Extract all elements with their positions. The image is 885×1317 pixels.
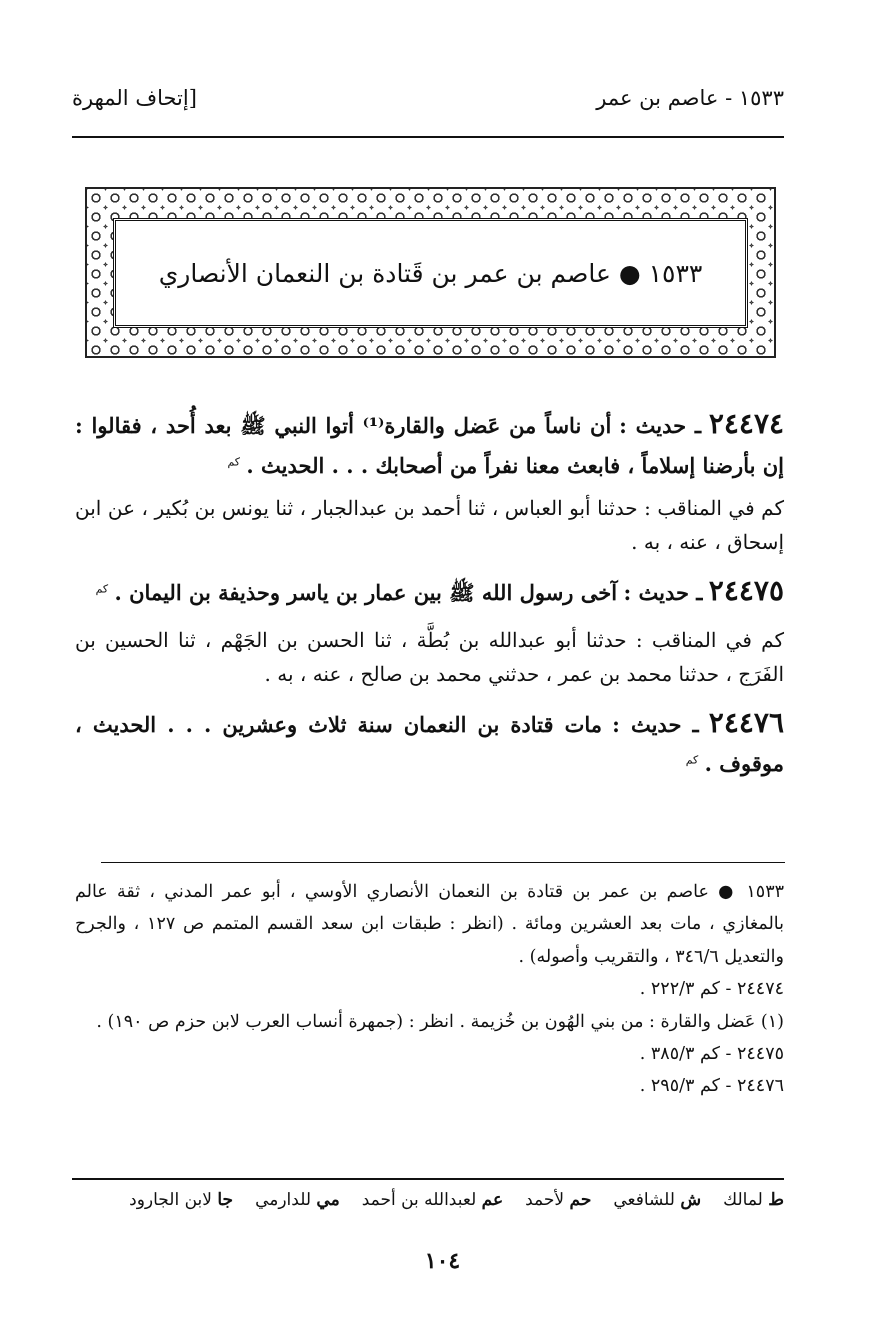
hadith-label: ـ حديث :	[619, 413, 702, 438]
hadith-entry	[75, 699, 784, 782]
hadith-text: أن ناساً من عَضل والقارة⁽¹⁾ أتوا النبي ﷺ بعد أُحد ، فقالوا : إن بأرضنا إسلاماً ، فابعث معنا نفراً من أصحابك . . . الحديث .	[75, 413, 784, 478]
footnotes	[75, 876, 784, 1103]
legend-rule	[72, 1178, 784, 1180]
legend-item: جا لابن الجارود	[129, 1190, 234, 1210]
hadith-number: ٢٤٤٧٤	[708, 407, 785, 440]
entry-heading: ١٥٣٣ ● عاصم بن عمر بن قَتادة بن النعمان الأنصاري	[158, 258, 703, 288]
running-title-right: ١٥٣٣ - عاصم بن عمر	[596, 86, 784, 110]
hadith-label: ـ حديث :	[612, 711, 699, 737]
hadith-entry	[75, 567, 784, 615]
hadith-number: ٢٤٤٧٦	[708, 705, 784, 739]
main-text	[75, 400, 784, 790]
running-title-left: [إتحاف المهرة	[72, 86, 197, 110]
entry-heading-box	[113, 218, 748, 328]
source-mark: كم	[685, 753, 699, 767]
legend-item: ط لمالك	[723, 1190, 784, 1210]
footnote: ٢٤٤٧٦ - كم ٢٩٥/٣ .	[639, 1076, 784, 1097]
legend-item: مي للدارمي	[255, 1190, 340, 1210]
hadith-entry	[75, 400, 784, 483]
header-rule	[72, 136, 784, 138]
footnote: (١) عَضل والقارة : من بني الهُون بن خُزيمة . انظر : (جمهرة أنساب العرب لابن حزم ص ١٩٠) .	[96, 1011, 784, 1032]
hadith-text: مات قتادة بن النعمان سنة ثلاث وعشرين . . . الحديث ، موقوف .	[75, 711, 784, 777]
legend-item: عم لعبدالله بن أحمد	[361, 1190, 504, 1210]
legend-item: حم لأحمد	[525, 1190, 592, 1210]
narration-chain: كم في المناقب : حدثنا أبو العباس ، ثنا أحمد بن عبدالجبار ، ثنا يونس بن بُكير ، عن ابن إسحاق ، عنه ، به .	[75, 496, 784, 555]
footnote-rule	[101, 862, 785, 863]
source-mark: كم	[95, 582, 109, 596]
footnote: ١٥٣٣ ● عاصم بن عمر بن قتادة بن النعمان الأنصاري الأوسي ، أبو عمر المدني ، ثقة عالم بالمغازي ، مات بعد العشرين ومائة . (انظر : طبقات ابن سعد القسم المتمم ص ١٢٧ ، والجرح والتعديل ٣٤٦/٦ ، والتقريب وأصوله) .	[75, 882, 784, 967]
abbreviation-legend	[72, 1190, 784, 1210]
running-header	[72, 86, 784, 122]
hadith-number: ٢٤٤٧٥	[708, 574, 784, 608]
footnote: ٢٤٤٧٥ - كم ٣٨٥/٣ .	[639, 1043, 784, 1064]
hadith-text: آخى رسول الله ﷺ بين عمار بن ياسر وحذيفة بن اليمان .	[114, 580, 618, 606]
source-mark: كم	[227, 454, 241, 468]
narration-chain: كم في المناقب : حدثنا أبو عبدالله بن بُطَّة ، ثنا الحسن بن الجَهْم ، ثنا الحسين بن الفَرَج ، حدثنا محمد بن عمر ، حدثني محمد بن صالح ، عنه ، به .	[75, 627, 784, 686]
hadith-label: ـ حديث :	[623, 580, 703, 606]
footnote: ٢٤٤٧٤ - كم ٢٢٢/٣ .	[639, 979, 784, 1000]
legend-item: ش للشافعي	[613, 1190, 702, 1210]
page-number: ١٠٤	[424, 1248, 461, 1274]
